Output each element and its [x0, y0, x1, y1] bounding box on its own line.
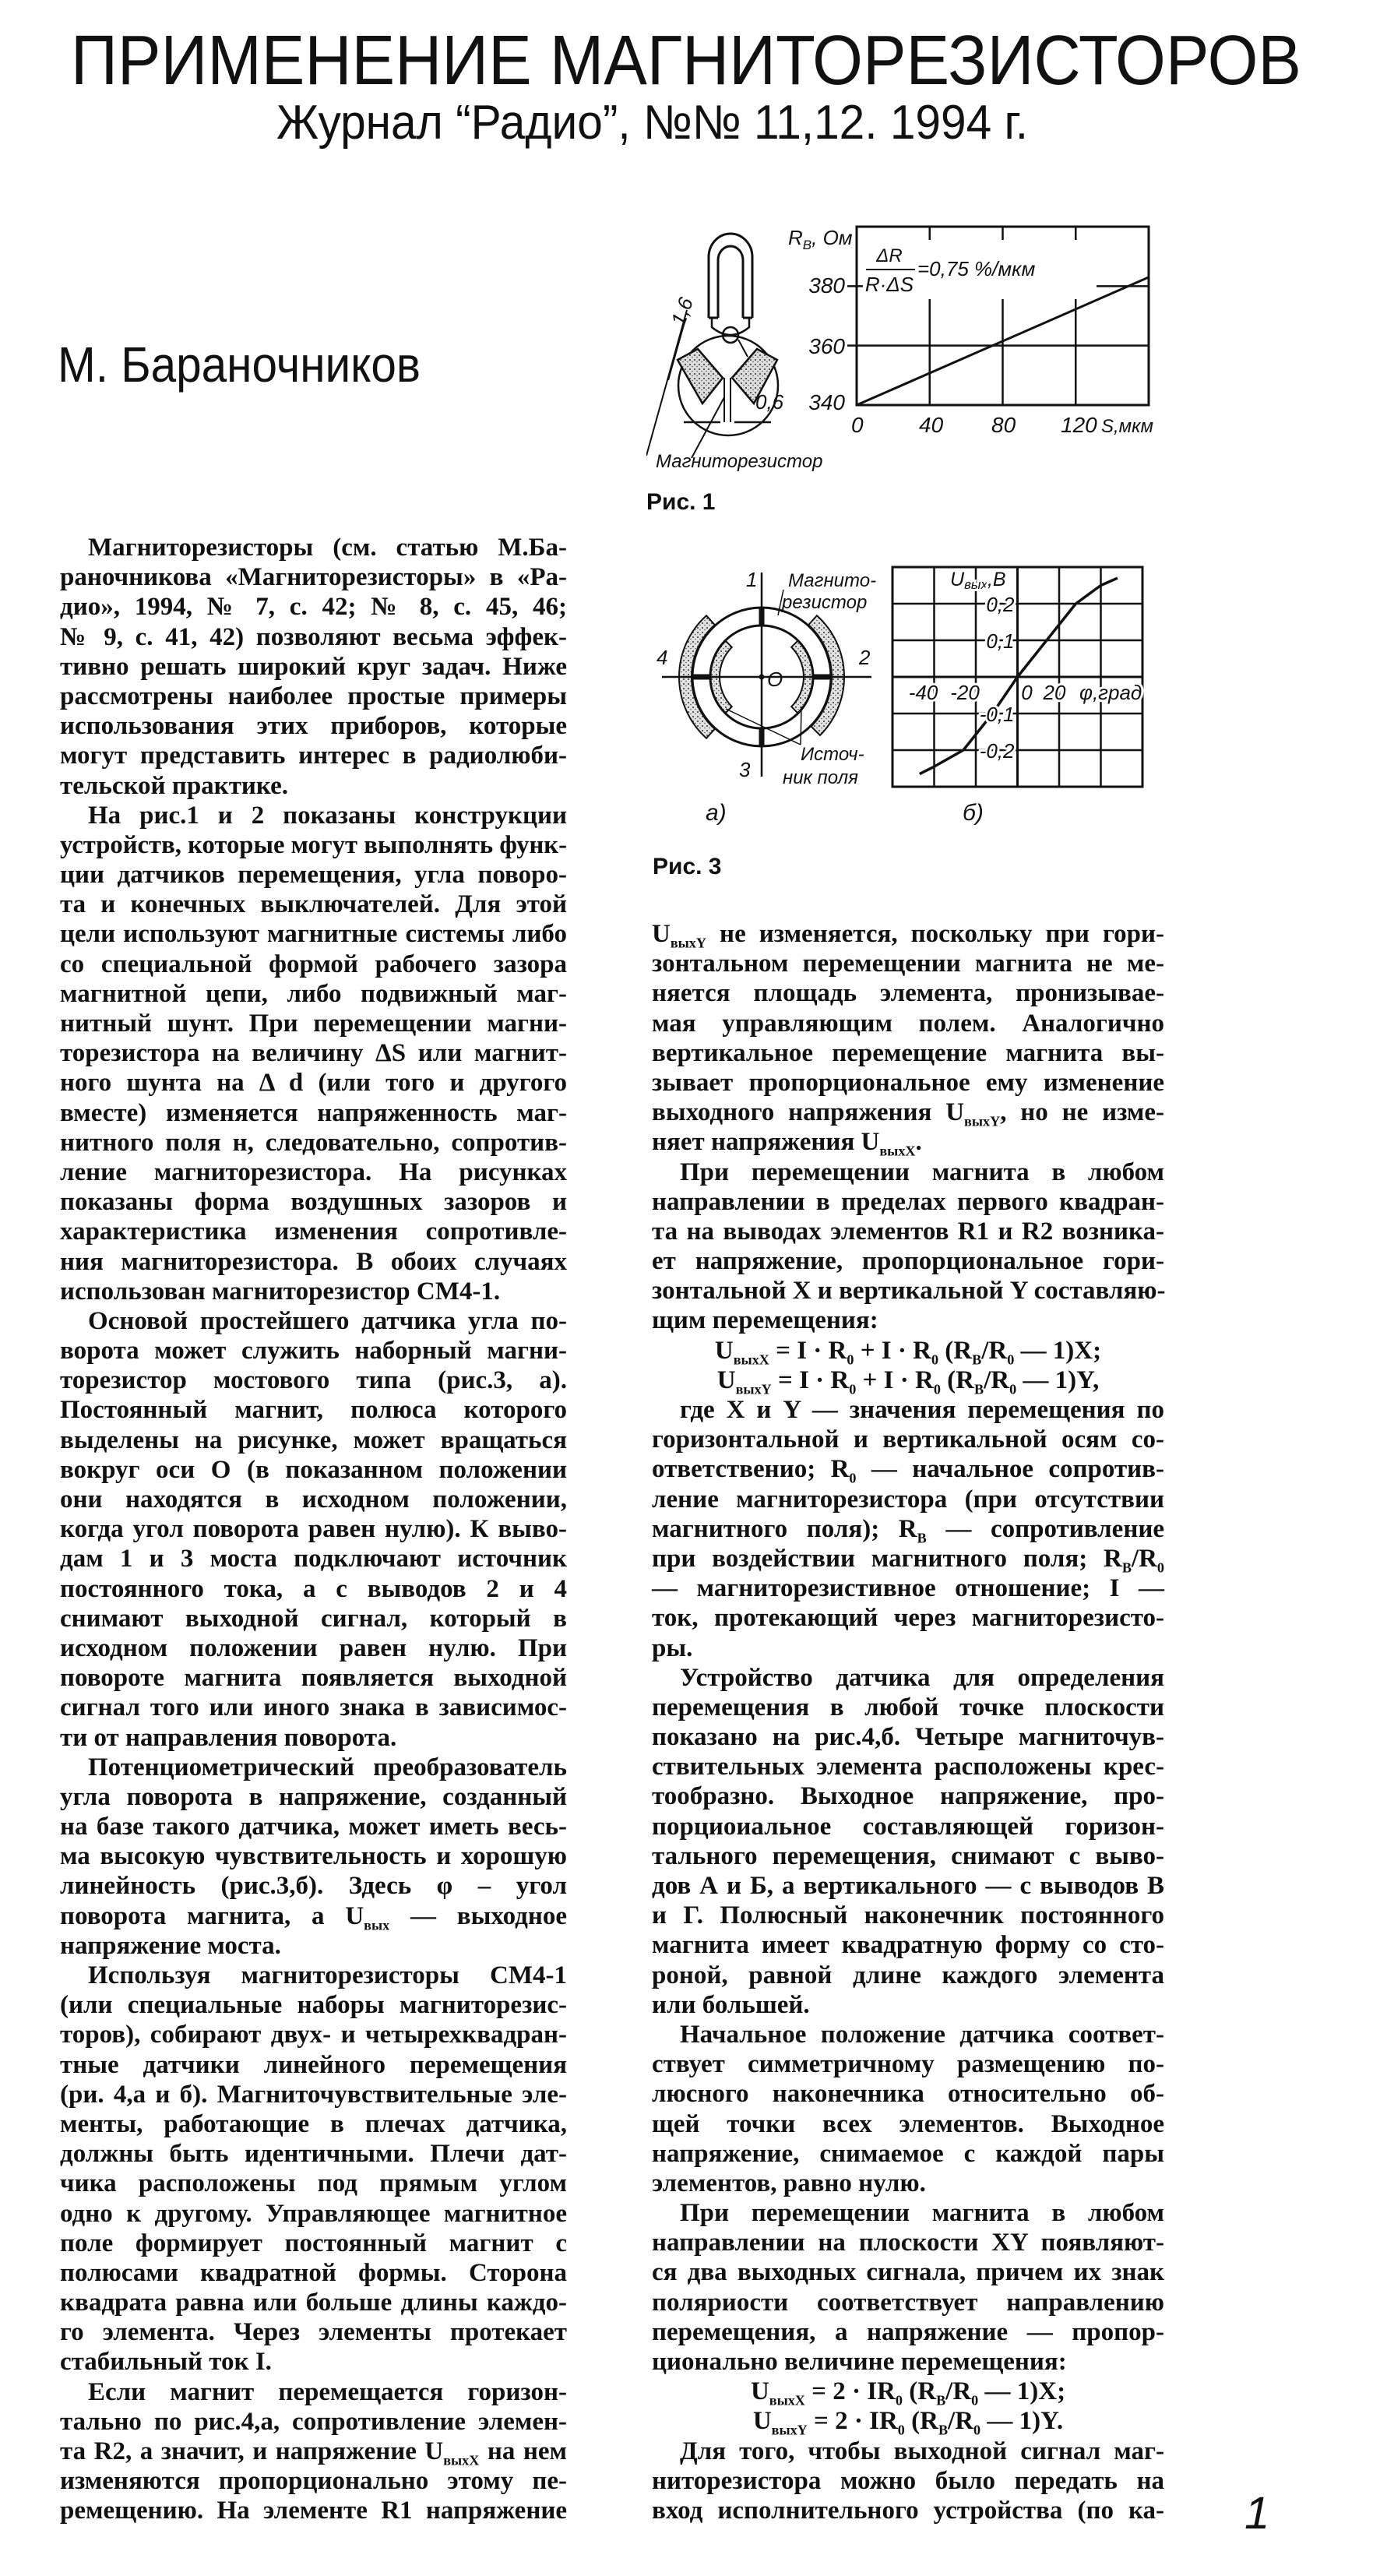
text-line: перемещения, а напряжение — пропор-: [652, 2317, 1164, 2346]
text-line: та на выводах элементов R1 и R2 возника-: [652, 1217, 1164, 1246]
text-line: вместе) изменяется напряженность маг-: [60, 1098, 567, 1127]
text-line: порциоиальное составляющей горизон-: [652, 1812, 1164, 1841]
subscript: выхY: [964, 1113, 1001, 1129]
text-line: и Г. Полюсный наконечник постоянного: [652, 1901, 1164, 1930]
formula-block: [652, 1336, 1164, 1395]
text-line: [652, 1544, 1164, 1576]
text-line: люсного наконечника относительно об-: [652, 2080, 1164, 2109]
text-line: поле формирует постоянный магнит с: [60, 2229, 567, 2257]
text-line: направлении в пределах первого квадран-: [652, 1187, 1164, 1216]
text-line: Начальное положение датчика соответ-: [680, 2020, 1164, 2049]
text-line: торезистор мостового типа (рис.3, а).: [60, 1366, 567, 1395]
text-run: U: [716, 1366, 736, 1394]
y-tick-label: 0,2: [986, 593, 1015, 616]
paragraph: [60, 1753, 567, 1961]
text-line: зонтальном перемещении магнита не ме-: [652, 950, 1164, 978]
text-line: напряжение моста.: [60, 1931, 281, 1960]
paragraph: [652, 2020, 1164, 2198]
gap-piece-left: [678, 349, 723, 403]
text-line: постоянного тока, а с выводов 2 и 4: [60, 1574, 567, 1603]
subscript: 0: [933, 1381, 941, 1397]
text-line: могут представить интерес в радиолюби-: [60, 742, 567, 770]
terminal-label-2: 2: [859, 646, 871, 669]
text-line: Основой простейшего датчика угла по-: [88, 1306, 567, 1335]
text-run: выходного напряжения U: [652, 1098, 965, 1127]
text-line: устройств, которые могут выполнять функ-: [60, 830, 567, 859]
text-run: — сопротивление: [926, 1514, 1164, 1543]
y-axis-label: $R_B$, Ом: [788, 226, 853, 252]
paragraph: [652, 2198, 1164, 2377]
annotation-denominator: R·ΔS: [864, 273, 914, 296]
text-line: При перемещении магнита в любом: [680, 1158, 1164, 1186]
subscript: 0: [1156, 1559, 1164, 1576]
text-line: изменяются пропорционально этому пе-: [60, 2467, 567, 2496]
text-run: — выходное: [389, 1901, 568, 1930]
text-run: при воздействии магнитного поля; R: [652, 1544, 1122, 1573]
y-tick-label: -0,1: [979, 703, 1015, 726]
text-run: U: [752, 2407, 772, 2436]
subscript: 0: [897, 2422, 905, 2438]
figure-3-caption: Рис. 3: [653, 854, 722, 879]
text-line: го элемента. Через элементы протекает: [60, 2318, 567, 2347]
text-line: квадрата равна или больше длины каждо-: [60, 2289, 567, 2317]
text-line: торезистора на величину ΔS или магнит-: [60, 1039, 567, 1068]
text-run: — 1)Y,: [1016, 1366, 1100, 1394]
text-line: напряжение, снимаемое с каждой пары: [652, 2139, 1164, 2168]
text-line: та и конечных выключателей. Для этой: [60, 890, 567, 919]
text-line: [652, 1098, 1164, 1127]
text-line: ствительных элемента расположены крес-: [652, 1753, 1164, 1781]
y-tick-label: 340: [808, 390, 845, 414]
subscript: 0: [1009, 1381, 1017, 1397]
text-run: магнитного поля); R: [652, 1514, 917, 1543]
text-line: использования этих приборов, которые: [60, 712, 567, 741]
text-line: [60, 1901, 567, 1931]
text-line: № 9, с. 41, 42) позволяют весьма эффек-: [60, 622, 567, 651]
text-line: показаны форма воздушных зазоров и: [60, 1188, 567, 1217]
text-line: тивно решать широкий круг задач. Ниже: [60, 652, 567, 681]
text-line: роной, равной длине каждого элемента: [652, 1961, 1164, 1989]
text-line: или большей.: [652, 1990, 810, 2019]
text-line: зонтальной X и вертикальной Y составляю-: [652, 1277, 1166, 1306]
text-line: цели используют магнитные системы либо: [60, 920, 567, 949]
text-run: = I · R: [771, 1366, 850, 1394]
subscript: B: [936, 2392, 946, 2409]
x-tick-label: 0: [1021, 681, 1033, 704]
leader-element: [692, 397, 724, 458]
paragraph: [60, 2377, 567, 2526]
subscript: выхY: [670, 935, 706, 951]
element-label-line2: резистор: [782, 592, 868, 613]
subscript: 0: [847, 1351, 854, 1367]
text-line: дио», 1994, № 7, с. 42; № 8, с. 45, 46;: [60, 593, 567, 622]
text-run: — 1)Y.: [980, 2407, 1064, 2436]
x-tick-label: 20: [1043, 681, 1066, 704]
paragraph: [652, 919, 1164, 1158]
text-run: .: [915, 1128, 922, 1157]
text-run: = I · R: [769, 1336, 847, 1365]
text-line: нитного поля н, следовательно, сопротив-: [60, 1128, 567, 1157]
text-line: характеристика изменения сопротивле-: [60, 1218, 567, 1246]
text-line: Для того, чтобы выходной сигнал маг-: [680, 2437, 1164, 2465]
text-line: ти от направления поворота.: [60, 1723, 397, 1752]
y-tick-label: 380: [808, 273, 845, 298]
text-line: [652, 1127, 1164, 1157]
subscript: вых: [364, 1916, 390, 1933]
subscript: 0: [849, 1470, 857, 1486]
text-run: няет напряжения U: [652, 1128, 880, 1157]
paragraph: [60, 1306, 567, 1753]
text-run: U: [714, 1336, 734, 1365]
text-line: няется площадь элемента, пронизывае-: [652, 979, 1164, 1008]
element-strip: [724, 378, 730, 422]
subscript: B: [917, 1530, 927, 1545]
text-line: ния магниторезистора. В обоих случаях: [60, 1247, 567, 1276]
text-line: дам 1 и 3 моста подключают источник: [60, 1545, 567, 1573]
annotation-value: =0,75 %/мкм: [917, 257, 1036, 280]
paragraph: [652, 1395, 1164, 1663]
text-line: Магниторезисторы (см. статью М.Ба-: [88, 534, 567, 562]
text-run: + I · R: [856, 1366, 934, 1394]
figure-1: [646, 218, 1160, 487]
rotation-axis-dot: [759, 675, 765, 680]
text-line: использован магниторезистор СМ4-1.: [60, 1277, 501, 1306]
subscript: выхX: [769, 2392, 805, 2409]
x-tick-label: 40: [919, 413, 944, 437]
formula-line: [652, 1336, 1164, 1366]
y-tick-label: 0,1: [986, 629, 1015, 653]
text-run: /R: [948, 2407, 974, 2436]
text-line: ление магниторезистора. На рисунках: [60, 1158, 567, 1186]
text-line: [652, 1454, 1164, 1484]
text-run: на нем: [479, 2437, 567, 2465]
text-line: ворота может служить наборный магни-: [60, 1337, 567, 1366]
text-line: перемещения в любой точке плоскости: [652, 1693, 1164, 1721]
text-line: снимают выходной сигнал, который в: [60, 1604, 567, 1633]
part-a-label: а): [706, 800, 727, 826]
text-line: Потенциометрический преобразователь: [88, 1753, 567, 1781]
text-line: угла поворота в напряжение, созданный: [60, 1782, 567, 1811]
text-line: Если магнит перемещается горизон-: [88, 2377, 567, 2406]
part-b-label: б): [963, 800, 984, 826]
text-line: ремещению. На элементе R1 напряжение: [60, 2497, 567, 2525]
subscript: 0: [971, 2392, 979, 2409]
x-axis-label: φ,град: [1079, 681, 1142, 704]
text-line: (ри. 4,а и б). Магниточувствительные эле-: [60, 2080, 567, 2109]
text-line: ма высокую чувствительность и хорошую: [60, 1842, 567, 1871]
article-author: [58, 337, 455, 393]
article-title-text: ПРИМЕНЕНИЕ МАГНИТОРЕЗИСТОРОВ: [71, 22, 1301, 100]
text-line: тообразно. Выходное напряжение, про-: [652, 1782, 1164, 1811]
text-run: /R: [984, 1366, 1010, 1394]
text-line: ционально величине перемещения:: [652, 2348, 1067, 2376]
text-line: полюсами квадратной формы. Сторона: [60, 2258, 567, 2287]
text-line: со специальной формой рабочего зазора: [60, 950, 567, 978]
x-tick-label: 120: [1061, 413, 1097, 437]
magnet-sketch: [646, 234, 778, 458]
text-line: линейность (рис.3,б). Здесь φ – угол: [60, 1872, 567, 1901]
text-line: вход исполнительного устройства (по ка-: [652, 2496, 1164, 2525]
text-run: (R: [902, 2377, 937, 2406]
text-line: одно к другому. Управляющее магнитное: [60, 2199, 567, 2228]
text-line: тального перемещения, снимают с выво-: [652, 1841, 1164, 1870]
x-tick-label: 0: [851, 413, 864, 437]
formula-line: [652, 2377, 1164, 2409]
text-line: тально по рис.4,а, сопротивление элемен-: [60, 2407, 567, 2436]
dimension-wide: [646, 310, 687, 456]
text-line: На рис.1 и 2 показаны конструкции: [88, 801, 567, 830]
fig3b-chart: [892, 567, 1142, 787]
article-title: [71, 22, 1380, 100]
horseshoe-magnet-icon: [709, 234, 752, 318]
figure-1-caption: Рис. 1: [646, 489, 716, 515]
text-line: на базе такого датчика, может иметь весь-: [60, 1813, 567, 1841]
x-tick-label: -40: [908, 681, 938, 704]
text-line: — магниторезистивное отношение; I —: [652, 1574, 1164, 1603]
annotation-numerator: ΔR: [876, 245, 903, 266]
text-run: — 1)X;: [978, 2377, 1066, 2406]
text-line: они находятся в исходном положении,: [60, 1485, 567, 1514]
text-line: торов), собирают двух- и четырехквадран-: [60, 2021, 567, 2049]
text-line: ры.: [652, 1633, 693, 1662]
text-line: когда угол поворота равен нулю). К выво-: [60, 1515, 567, 1544]
text-run: — начальное сопротив-: [856, 1455, 1164, 1484]
text-line: Используя магниторезисторы СМ4-1: [88, 1961, 567, 1989]
text-line: ниторезистора можно было передать на: [652, 2466, 1164, 2495]
y-tick-label: -0,2: [979, 739, 1015, 763]
paragraph: [60, 533, 567, 801]
paragraph: [60, 1961, 567, 2377]
terminal-label-3: 3: [739, 758, 751, 781]
text-line: должны быть идентичными. Плечи дат-: [60, 2140, 567, 2169]
text-line: направлении на плоскости XY появляют-: [652, 2229, 1164, 2257]
text-line: [652, 1514, 1164, 1544]
text-run: /R: [1131, 1544, 1157, 1573]
source-label-line2: ник поля: [783, 767, 858, 788]
text-line: тные датчики линейного перемещения: [60, 2050, 567, 2079]
terminal-label-1: 1: [746, 568, 758, 591]
text-line: [60, 2437, 567, 2469]
paragraph: [652, 1663, 1164, 2020]
paragraph: [652, 1158, 1164, 1336]
text-run: (R: [904, 2407, 938, 2436]
text-line: Устройство датчика для определения: [680, 1663, 1164, 1692]
text-line: повороте магнита появляется выходной: [60, 1664, 567, 1693]
text-line: чика расположены под прямым углом: [60, 2169, 567, 2198]
subscript: 0: [1007, 1351, 1015, 1367]
text-line: магнитной цепи, либо подвижный маг-: [60, 979, 567, 1008]
y-tick-label: 360: [808, 334, 845, 358]
text-run: + I · R: [854, 1336, 931, 1365]
text-line: вокруг оси О (в показанном положении: [60, 1455, 567, 1484]
source-label-line1: Источ-: [801, 744, 864, 765]
arrow-to-element: [738, 340, 748, 357]
formula-block: [652, 2377, 1164, 2436]
text-line: рассмотрены наиболее простые примеры: [60, 682, 567, 710]
text-line: раночникова «Магниторезисторы» в «Ра-: [60, 563, 567, 592]
text-line: менты, работающие в плечах датчика,: [60, 2109, 567, 2138]
article-source-text: Журнал “Радио”, №№ 11,12. 1994 г.: [276, 96, 1028, 150]
x-tick-label: -20: [950, 681, 980, 704]
subscript: B: [972, 1351, 982, 1367]
subscript: выхX: [879, 1143, 916, 1159]
text-run: (R: [938, 1336, 973, 1365]
subscript: 0: [895, 2392, 903, 2409]
text-line: ет напряжение, пропорциональное гори-: [652, 1247, 1164, 1276]
figure-3: [654, 561, 1160, 830]
subscript: выхX: [443, 2452, 480, 2469]
paragraph: [652, 2437, 1164, 2526]
text-line: Постоянный магнит, полюса которого: [60, 1396, 567, 1425]
dim-label-narrow: 0,6: [755, 390, 784, 414]
subscript: выхX: [733, 1351, 769, 1367]
text-line: зывает пропорциональное ему изменение: [652, 1068, 1164, 1097]
text-line: поляриости соответствует направлению: [652, 2288, 1164, 2317]
text-line: мая управляющим полем. Аналогично: [652, 1009, 1164, 1038]
text-run: = 2 · IR: [807, 2407, 898, 2436]
text-run: , но не изме-: [1000, 1098, 1164, 1127]
text-line: сигнал того или иного знака в зависимос-: [60, 1693, 567, 1722]
text-column-left: [60, 533, 567, 2526]
element-label-line1: Магнито-: [788, 570, 877, 591]
text-line: ного шунта на Δ d (или того и другого: [60, 1069, 567, 1098]
article-author-text: М. Бараночников: [58, 337, 421, 393]
text-line: (или специальные наборы магниторезис-: [60, 1991, 567, 2020]
subscript: 0: [973, 2422, 981, 2438]
text-line: элементов, равно нулю.: [652, 2169, 926, 2197]
text-line: ции датчиков перемещения, угла поворо-: [60, 861, 567, 890]
formula-line: [652, 2406, 1164, 2436]
text-run: (R: [940, 1366, 974, 1394]
text-run: та R2, а значит, и напряжение U: [60, 2437, 444, 2465]
text-run: /R: [981, 1336, 1008, 1365]
subscript: выхY: [771, 2422, 808, 2438]
text-run: /R: [945, 2377, 972, 2406]
text-line: При перемещении магнита в любом: [680, 2199, 1164, 2228]
text-line: щей точки всех элементов. Выходное: [652, 2109, 1164, 2138]
subscript: 0: [849, 1381, 857, 1397]
text-line: нитный шунт. При перемещении магни-: [60, 1010, 567, 1038]
text-line: щим перемещения:: [652, 1306, 878, 1335]
element-label: Магниторезистор: [656, 451, 823, 472]
text-line: [652, 919, 1164, 949]
text-line: стабильный ток I.: [60, 2348, 272, 2377]
text-column-right: [652, 919, 1164, 2525]
x-tick-label: 80: [991, 413, 1016, 437]
subscript: B: [1121, 1559, 1132, 1576]
text-run: не изменяется, поскольку при гори-: [706, 920, 1164, 948]
text-run: = 2 · IR: [804, 2377, 896, 2406]
text-run: — 1)X;: [1014, 1336, 1102, 1365]
text-run: ответственио; R: [652, 1455, 850, 1484]
text-line: показано на рис.4,б. Четыре магниточув-: [652, 1723, 1164, 1752]
axis-o-label: O: [767, 668, 783, 691]
text-run: поворота магнита, а U: [60, 1901, 364, 1930]
text-line: ление магниторезистора (при отсутствии: [652, 1485, 1164, 1514]
text-line: где X и Y — значения перемещения по: [680, 1396, 1164, 1424]
subscript: выхY: [735, 1381, 772, 1397]
text-line: вертикальное перемещение магнита вы-: [652, 1038, 1164, 1067]
text-line: ствует симметричному размещению по-: [652, 2050, 1164, 2079]
subscript: 0: [931, 1351, 939, 1367]
subscript: B: [938, 2422, 949, 2438]
text-line: дов А и Б, а вертикального — с выводов В: [652, 1872, 1164, 1900]
paragraph: [60, 801, 567, 1306]
subscript: B: [973, 1381, 984, 1397]
x-axis-label: S,мкм: [1101, 416, 1153, 437]
text-line: ток, протекающий через магниторезисто-: [652, 1604, 1164, 1633]
text-line: магнита имеет квадратную форму со сто-: [652, 1931, 1164, 1960]
article-source: [276, 96, 1072, 150]
text-run: U: [652, 920, 671, 948]
text-line: выделены на рисунке, может вращаться: [60, 1425, 567, 1454]
formula-line: [652, 1366, 1164, 1395]
text-line: ся два выходных сигнала, причем их знак: [652, 2258, 1164, 2287]
page-number: 1: [1244, 2488, 1270, 2539]
terminal-label-4: 4: [657, 646, 668, 669]
text-run: U: [750, 2377, 769, 2406]
text-line: тельской практике.: [60, 771, 289, 800]
text-line: исходном положении равен нулю. При: [60, 1633, 567, 1662]
y-axis-label: Uвых,В: [950, 569, 1006, 592]
dim-label-wide: 1,6: [666, 294, 699, 329]
text-line: горизонтальной и вертикальной осям со-: [652, 1425, 1164, 1454]
